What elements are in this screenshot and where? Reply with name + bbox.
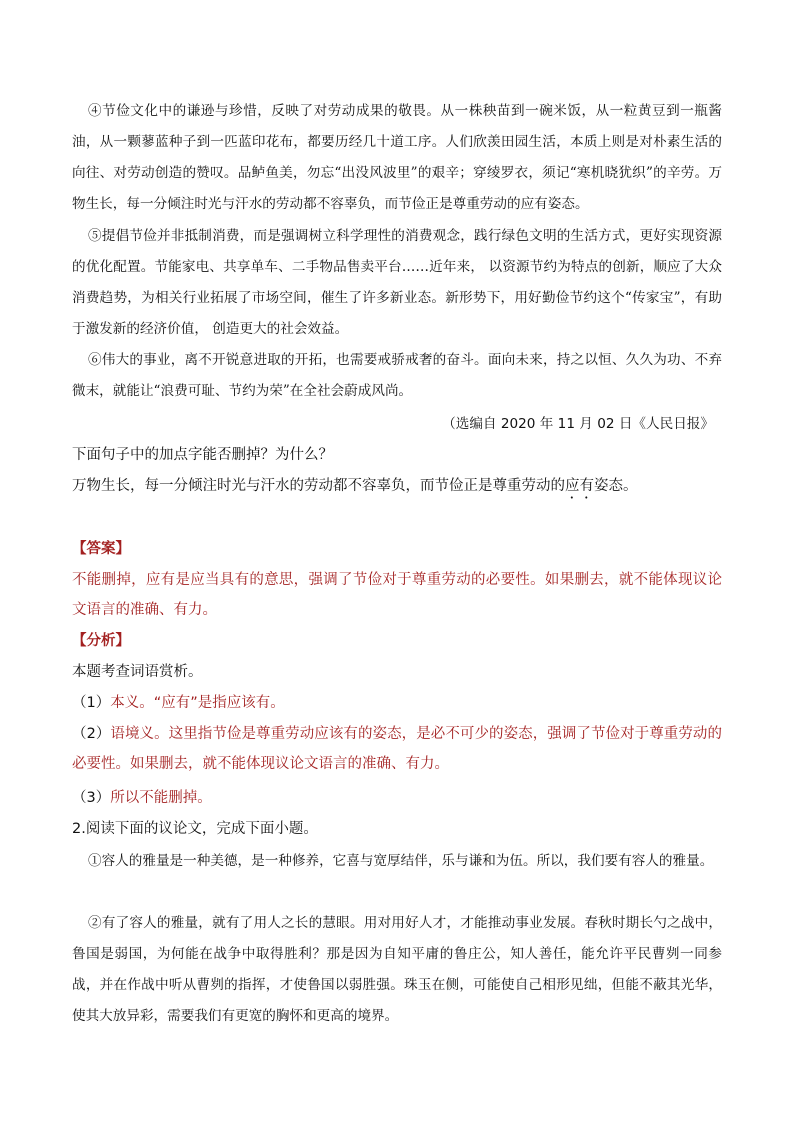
analysis-item-1-text: 本义。“应有”是指应该有。: [110, 695, 285, 711]
passage-paragraph-6: ⑥伟大的事业，离不开锐意进取的开拓，也需要戒骄戒奢的奋斗。面向未来，持之以恒、久久为功、不弃微末，就能让“浪费可耻、节约为荣”在全社会蔚成风尚。: [72, 352, 722, 399]
next-passage-paragraph-1: ①容人的雅量是一种美德，是一种修养，它喜与宽厚结伴，乐与谦和为伍。所以，我们要有容人的雅量。: [88, 853, 714, 869]
analysis-label: 【分析】: [72, 633, 130, 649]
passage-paragraph-5: ⑤提倡节俭并非抵制消费，而是强调树立科学理性的消费观念，践行绿色文明的生活方式，更好实现资源的优化配置。节能家电、共享单车、二手物品售卖平台……近年来， 以资源节约为特点的创新，顺应了大众消费趋势，为相关行业拓展了市场空间，催生了许多新业态。新形势下，用好勤俭节约这个“传家宝”，有助于激发新的经济价值， 创造更大的社会效益。: [72, 228, 722, 337]
passage-paragraph-4: ④节俭文化中的谦逊与珍惜，反映了对劳动成果的敬畏。从一株秧苗到一碗米饭，从一粒黄豆到一瓶酱油，从一颗蓼蓝种子到一匹蓝印花布，都要历经几十道工序。人们欣羡田园生活，本质上则是对朴素生活的向往、对劳动创造的赞叹。品鲈鱼美，勿忘“出没风波里”的艰辛；穿绫罗衣，须记“寒机晓犹织”的辛劳。万物生长，每一分倾注时光与汗水的劳动都不容辜负，而节俭正是尊重劳动的应有姿态。: [72, 103, 722, 212]
question-sentence-after: 姿态。: [594, 478, 638, 494]
analysis-item-3: [72, 783, 722, 813]
analysis-item-3-number: （3）: [72, 790, 111, 806]
question-sentence-before: 万物生长，每一分倾注时光与汗水的劳动都不容辜负，而节俭正是尊重劳动的: [72, 478, 565, 494]
question-sentence: [72, 471, 722, 502]
analysis-item-1-number: （1）: [72, 695, 111, 711]
analysis-item-1: [72, 688, 722, 718]
answer-label: 【答案】: [72, 541, 130, 557]
analysis-item-2-number: （2）: [72, 726, 111, 742]
next-passage-paragraph-2: ②有了容人的雅量，就有了用人之长的慧眼。用对用好人才，才能推动事业发展。春秋时期长勺之战中，鲁国是弱国，为何能在战争中取得胜利？那是因为自知平庸的鲁庄公，知人善任，能允许平民曹刿一同参战，并在作战中听从曹刿的指挥，才使鲁国以弱胜强。珠玉在侧，可能使自己相形见绌，但能不蔽其光华，使其大放异彩，需要我们有更宽的胸怀和更高的境界。: [72, 915, 722, 1024]
analysis-item-3-text: 所以不能删掉。: [110, 790, 212, 806]
answer-text: 不能删掉，应有是应当具有的意思，强调了节俭对于尊重劳动的必要性。如果删去，就不能体现议论文语言的准确、有力。: [72, 572, 722, 618]
dotted-word: 应有: [565, 478, 594, 494]
passage-source: （选编自 2020 年 11 月 02 日《人民日报》: [442, 416, 714, 432]
analysis-item-2: [72, 719, 722, 779]
analysis-intro: 本题考查词语赏析。: [72, 664, 203, 680]
analysis-item-2-text: 语境义。这里指节俭是尊重劳动应该有的姿态，是必不可少的姿态，强调了节俭对于尊重劳动的必要性。如果删去，就不能体现议论文语言的准确、有力。: [72, 726, 722, 772]
next-question-title: 2.阅读下面的议论文，完成下面小题。: [72, 821, 318, 837]
question-prompt: 下面句子中的加点字能否删掉？为什么？: [72, 447, 333, 463]
